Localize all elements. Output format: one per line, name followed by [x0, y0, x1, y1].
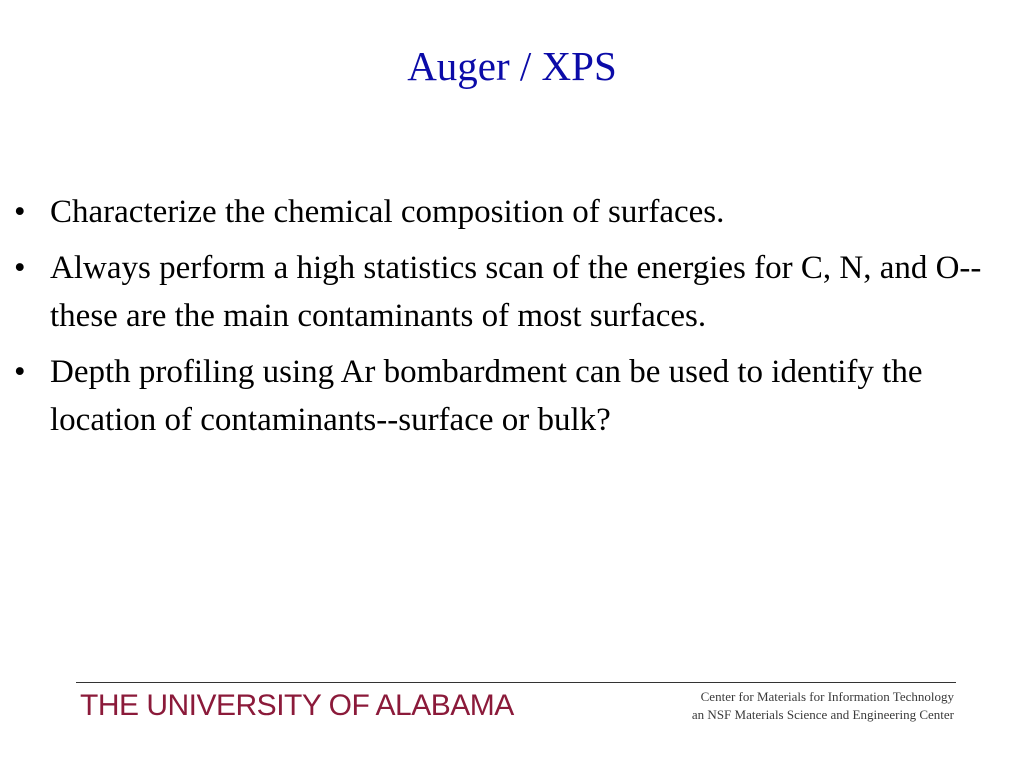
bullet-text: Depth profiling using Ar bombardment can be used to identify the location of contaminants--surface or bulk? [50, 354, 923, 438]
bullet-marker: • [14, 250, 26, 286]
footer-divider [76, 682, 956, 683]
university-logo-text: THE UNIVERSITY OF ALABAMA [80, 689, 514, 722]
bullet-text: Characterize the chemical composition of surfaces. [50, 194, 725, 230]
center-affiliation [692, 688, 954, 724]
bullet-item [14, 244, 1004, 340]
bullet-item [14, 188, 1004, 236]
bullet-list [14, 188, 1004, 452]
bullet-marker: • [14, 354, 26, 390]
center-subtitle: an NSF Materials Science and Engineering Center [691, 707, 954, 722]
bullet-item [14, 348, 1004, 444]
bullet-marker: • [14, 194, 26, 230]
bullet-text: Always perform a high statistics scan of the energies for C, N, and O-- these are the main contaminants of most surfaces. [50, 250, 982, 334]
center-name: Center for Materials for Information Technology [700, 689, 954, 704]
slide-title: Auger / XPS [407, 43, 617, 89]
